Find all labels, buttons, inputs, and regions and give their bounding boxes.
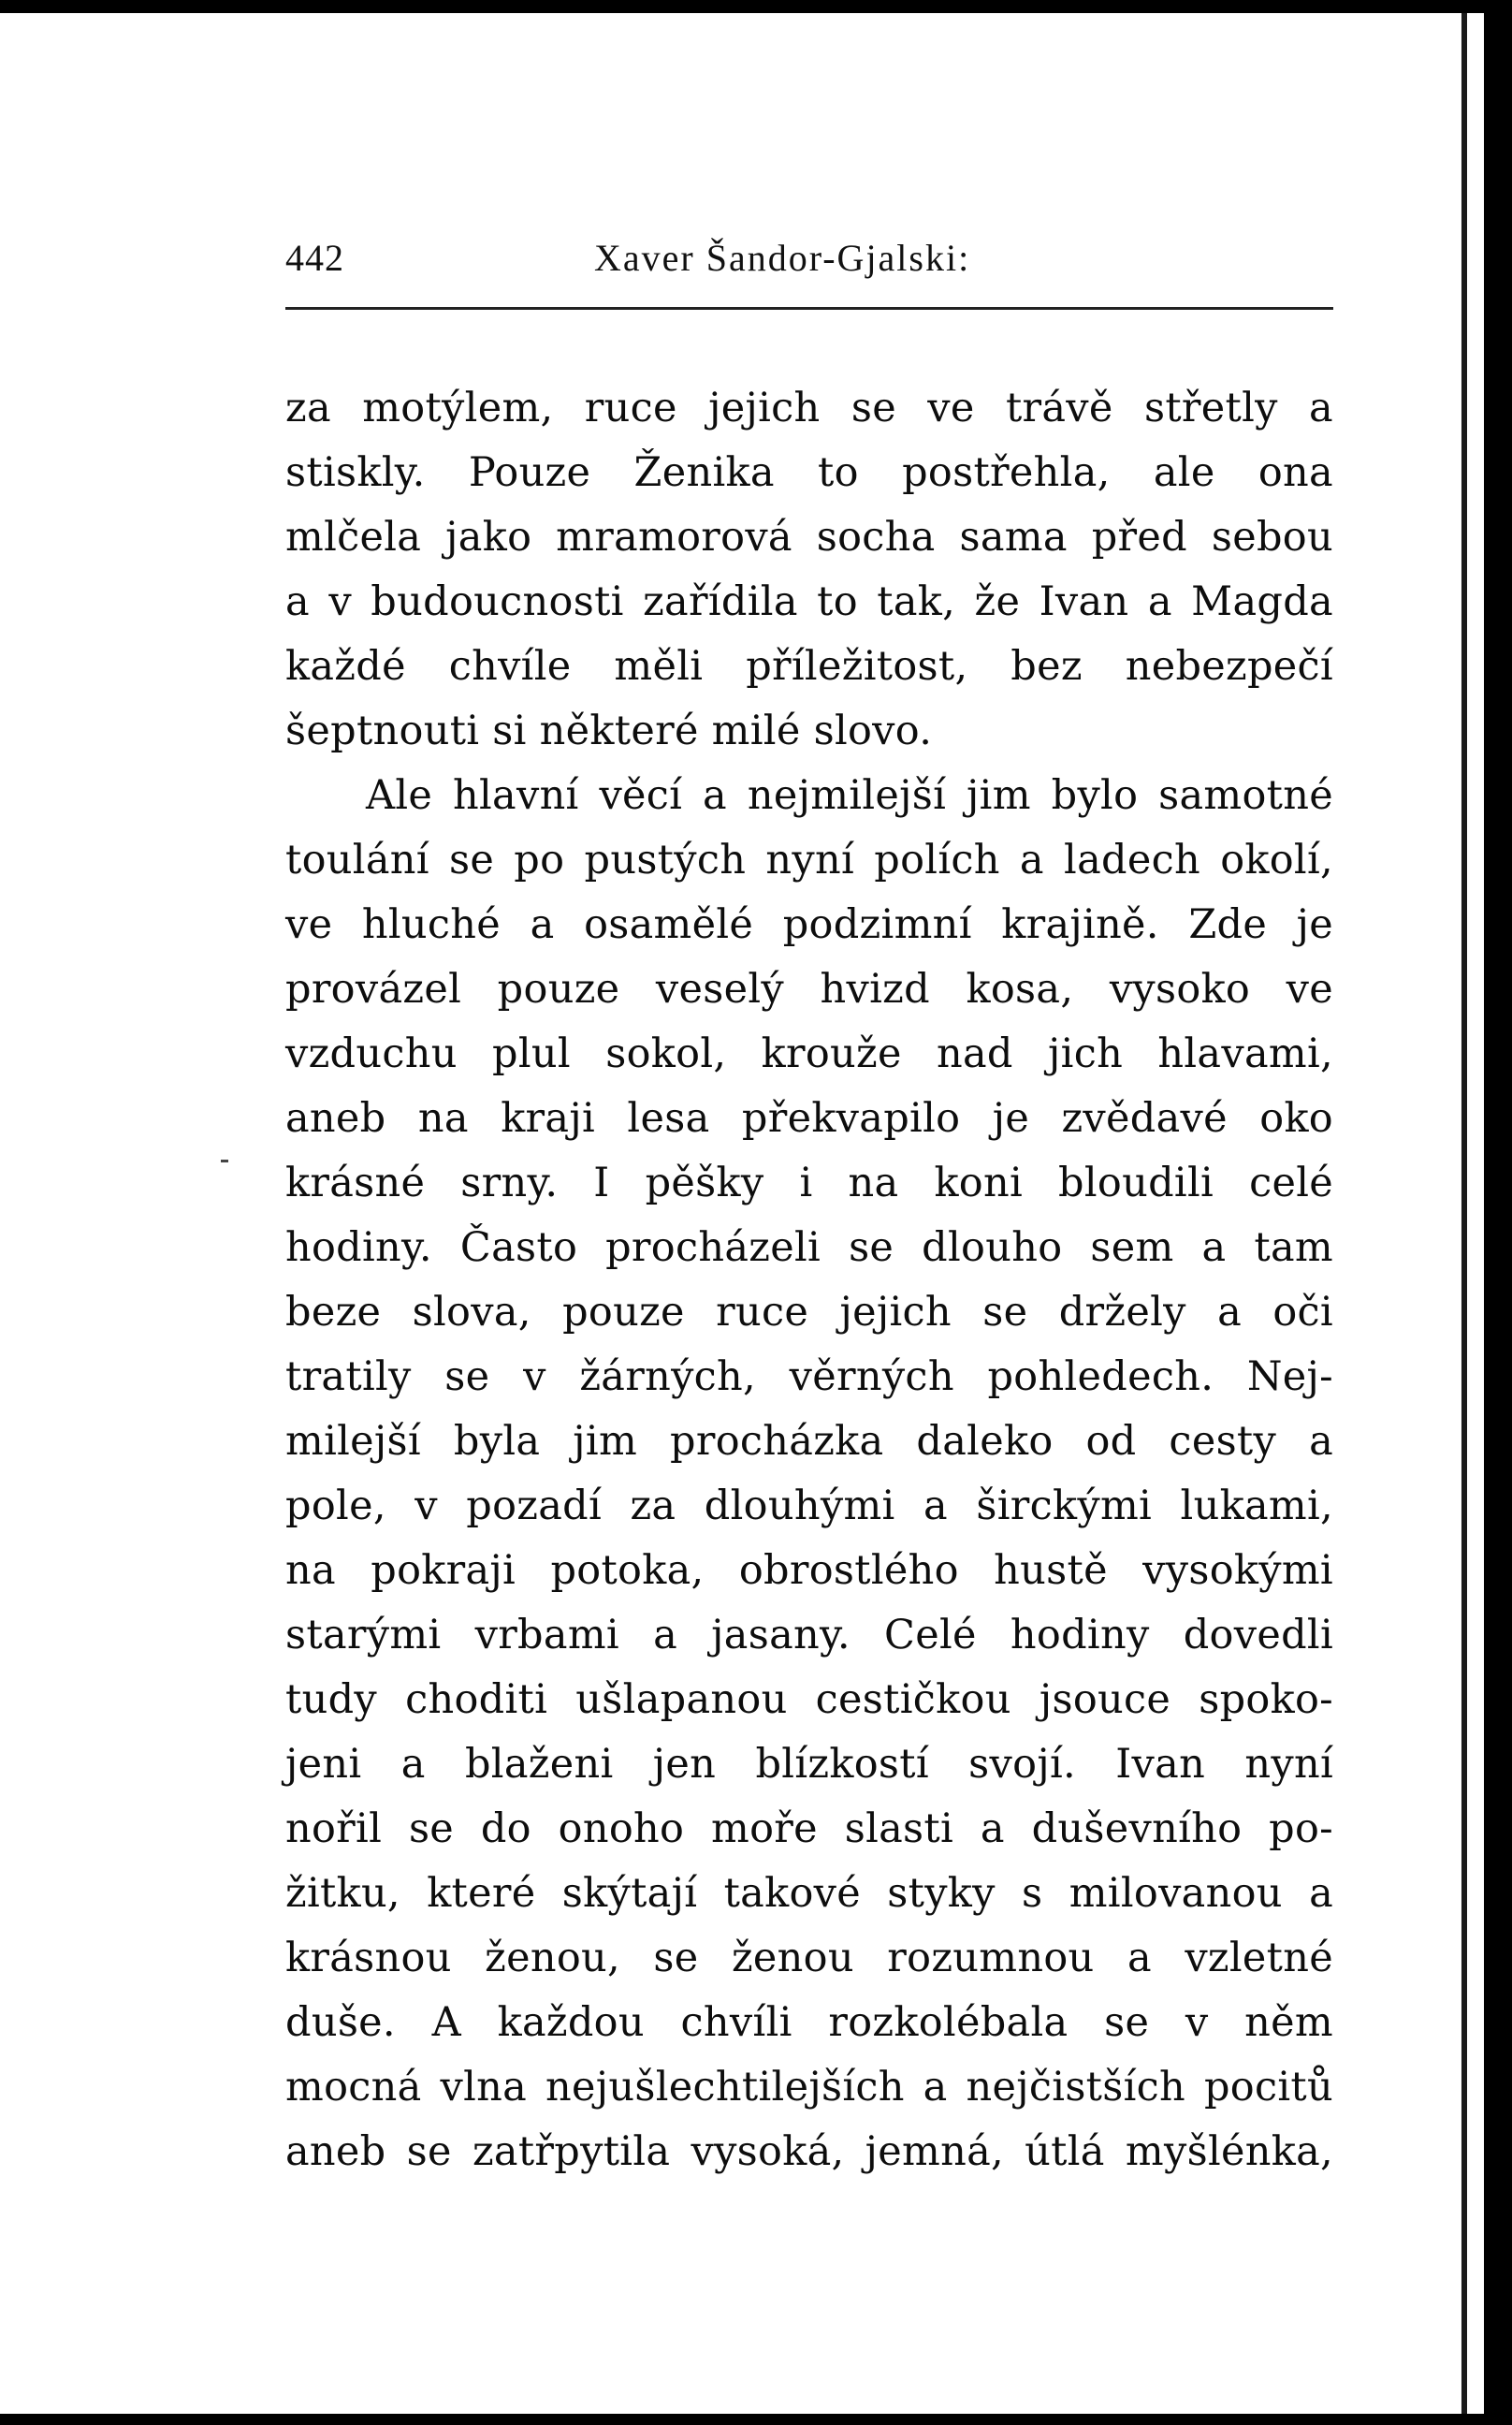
text-line: tratily se v žárných, věrných pohledech. Nej- (285, 1353, 1333, 1400)
text-line: žitku, které skýtají takové styky s milovanou a (285, 1870, 1333, 1917)
text-line: nořil se do onoho moře slasti a duševního po- (285, 1805, 1333, 1852)
text-line: hodiny. Často procházeli se dlouho sem a tam (285, 1224, 1333, 1271)
text-line: tudy choditi ušlapanou cestičkou jsouce spoko- (285, 1676, 1333, 1723)
text-line: každé chvíle měli příležitost, bez nebezpečí (285, 643, 1333, 690)
header-rule (285, 307, 1333, 310)
text-line: aneb na kraji lesa překvapilo je zvědavé oko (285, 1095, 1333, 1142)
text-line: jeni a blaženi jen blízkostí svojí. Ivan nyní (285, 1741, 1333, 1788)
page-edge-shadow (1461, 13, 1467, 2414)
text-line: mocná vlna nejušlechtilejších a nejčistších pocitů (285, 2064, 1333, 2111)
paragraph-start-line: Ale hlavní věcí a nejmilejší jim bylo samotné (366, 772, 1333, 819)
text-line: toulání se po pustých nyní polích a ladech okolí, (285, 837, 1333, 884)
text-line: krásnou ženou, se ženou rozumnou a vzletné (285, 1935, 1333, 1981)
text-line: šeptnouti si některé milé slovo. (285, 708, 933, 754)
text-line: vzduchu plul sokol, krouže nad jich hlavami, (285, 1030, 1333, 1077)
text-line: duše. A každou chvíli rozkolébala se v něm (285, 1999, 1333, 2046)
page-number: 442 (285, 237, 344, 279)
book-page (0, 13, 1484, 2414)
text-line: starými vrbami a jasany. Celé hodiny dovedli (285, 1612, 1333, 1658)
text-line: pole, v pozadí za dlouhými a širckými lukami, (285, 1483, 1333, 1529)
text-line: aneb se zatřpytila vysoká, jemná, útlá myšlénka, (285, 2128, 1333, 2175)
running-head: Xaver Šandor-Gjalski: (594, 237, 971, 279)
margin-mark (221, 1160, 228, 1162)
text-line: a v budoucnosti zařídila to tak, že Ivan a Magda (285, 578, 1333, 625)
text-line: na pokraji potoka, obrostlého hustě vysokými (285, 1547, 1333, 1594)
text-line: za motýlem, ruce jejich se ve trávě střetly a (285, 385, 1333, 431)
text-line: krásné srny. I pěšky i na koni bloudili celé (285, 1160, 1333, 1206)
page-header (285, 236, 1333, 292)
text-line: provázel pouze veselý hvizd kosa, vysoko ve (285, 966, 1333, 1013)
text-line: ve hluché a osamělé podzimní krajině. Zde je (285, 901, 1333, 948)
text-line: mlčela jako mramorová socha sama před sebou (285, 514, 1333, 561)
body-text (285, 376, 1333, 2184)
text-line: stiskly. Pouze Ženika to postřehla, ale ona (285, 449, 1333, 496)
text-line: milejší byla jim procházka daleko od cesty a (285, 1418, 1333, 1465)
text-line: beze slova, pouze ruce jejich se držely a oči (285, 1289, 1333, 1336)
